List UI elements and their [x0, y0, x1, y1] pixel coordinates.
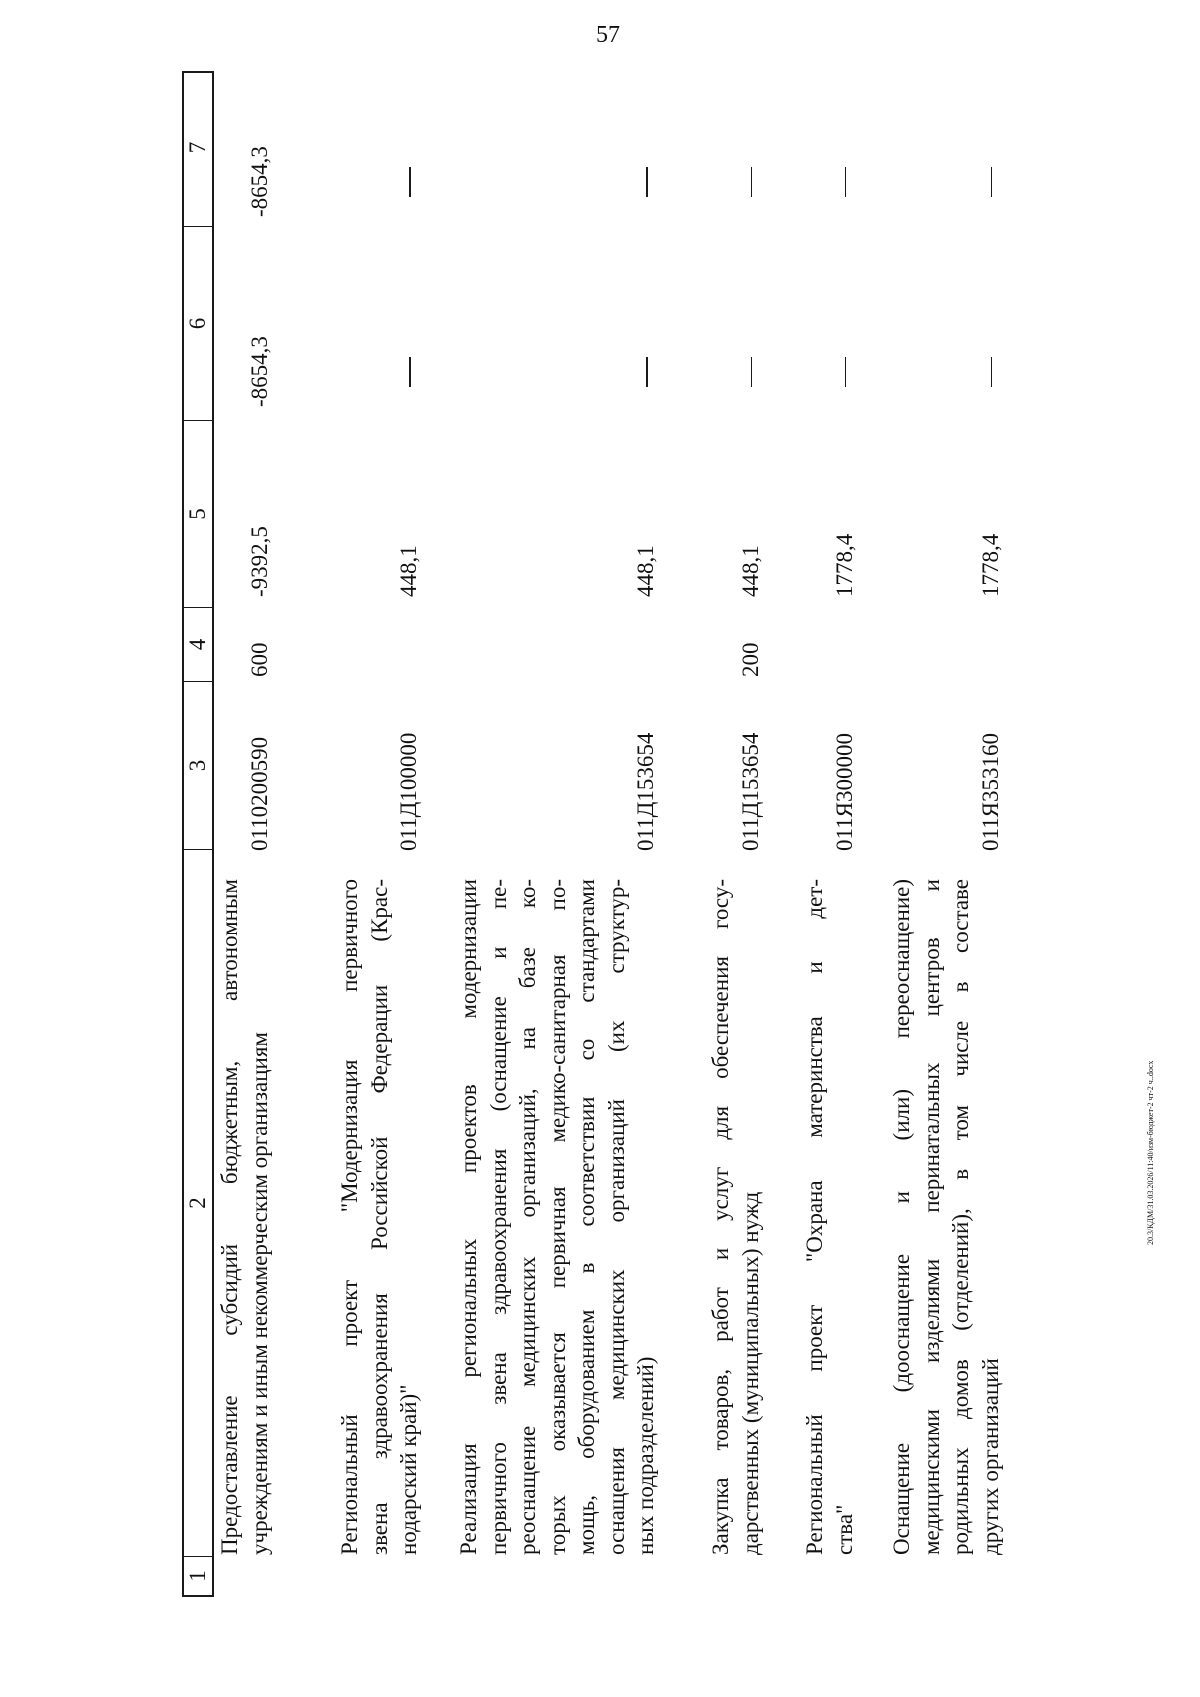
row-code: 0110200590: [246, 736, 272, 851]
row-description-line: реоснащение медицинских организаций, на базе ко-: [515, 879, 540, 1555]
header-cell-6: 6: [184, 227, 214, 421]
header-cell-1: 1: [185, 1570, 210, 1582]
row-value-col5: -9392,5: [246, 526, 272, 597]
header-cell-2: 2: [184, 850, 214, 1557]
row-description: [887, 879, 1005, 1555]
row-description-line: оснащения медицинских организаций (их структур-: [603, 879, 629, 1555]
row-description-line: Оснащение (дооснащение и (или) переоснащение): [889, 879, 914, 1555]
row-dash-v7: [751, 167, 753, 197]
row-dash-v6: [845, 357, 847, 387]
row-description: [454, 879, 661, 1555]
row-description-line: торых оказывается первичная медико-санитарная по-: [544, 879, 570, 1555]
row-description: [706, 879, 765, 1555]
row-value-v6: -8654,3: [246, 336, 272, 407]
row-description-line: Региональный проект "Охрана материнства и дет-: [802, 879, 827, 1555]
row-dash-v6: [991, 357, 993, 387]
row-dash-v6: [646, 357, 648, 387]
row-description-line: ных подразделений): [633, 1356, 658, 1555]
footer-document-code: 20.3/КДМ/31.03.2026/11:40/изм-бюджет-2 чт-2 ч..docx: [1146, 1060, 1155, 1245]
row-description-line: других организаций: [977, 1358, 1003, 1555]
row-code: 011Д100000: [396, 732, 421, 851]
row-expense-type: 600: [246, 642, 272, 677]
row-value-col5: 448,1: [633, 545, 658, 597]
row-description-line: Предоставление субсидий бюджетным, автономным: [217, 879, 242, 1555]
header-cell-5: 5: [184, 421, 214, 608]
row-description-line: звена здравоохранения Российской Федерации (Крас-: [366, 879, 392, 1555]
row-code: 011Я300000: [831, 733, 857, 851]
row-description-line: первичного звена здравоохранения (оснащение и пе-: [485, 879, 511, 1555]
row-value-col5: 1778,4: [831, 533, 857, 597]
row-code: 011Я353160: [977, 733, 1003, 851]
row-description-line: Региональный проект "Модернизация первичного: [337, 879, 362, 1555]
row-value-v7: -8654,3: [246, 146, 272, 217]
row-expense-type: 200: [737, 642, 763, 677]
page-number: 57: [596, 22, 620, 48]
row-dash-v6: [751, 357, 753, 387]
row-dash-v7: [646, 167, 648, 197]
row-value-col5: 1778,4: [977, 533, 1003, 597]
row-description-line: нодарский край)": [396, 1384, 421, 1555]
row-description: [800, 879, 859, 1555]
header-cell-4: 4: [184, 608, 214, 682]
row-dash-v7: [409, 167, 411, 197]
row-description: [215, 879, 274, 1555]
row-description: [335, 879, 424, 1555]
row-description-line: дарственных (муниципальных) нужд: [737, 1191, 763, 1555]
row-value-col5: 448,1: [737, 545, 763, 597]
rotated-table: [182, 71, 1062, 1597]
row-value-col5: 448,1: [396, 545, 421, 597]
row-description-line: мощь, оборудованием в соответствии со стандартами: [574, 879, 599, 1555]
header-cell-7: 7: [184, 69, 214, 227]
row-description-line: родильных домов (отделений), в том числе в составе: [948, 879, 973, 1555]
row-description-line: медицинскими изделиями перинатальных центров и: [918, 879, 944, 1555]
row-description-line: Закупка товаров, работ и услуг для обеспечения госу-: [708, 879, 733, 1555]
row-dash-v7: [845, 167, 847, 197]
row-dash-v7: [991, 167, 993, 197]
row-code: 011Д153654: [737, 732, 763, 851]
row-description-line: учреждениям и иным некоммерческим организациям: [246, 1032, 272, 1555]
header-cell-3: 3: [184, 682, 214, 850]
row-description-line: Реализация региональных проектов модернизации: [456, 879, 481, 1555]
row-description-line: ства": [831, 1504, 857, 1555]
row-dash-v6: [409, 357, 411, 387]
table-header: [182, 71, 214, 1597]
row-code: 011Д153654: [633, 732, 658, 851]
